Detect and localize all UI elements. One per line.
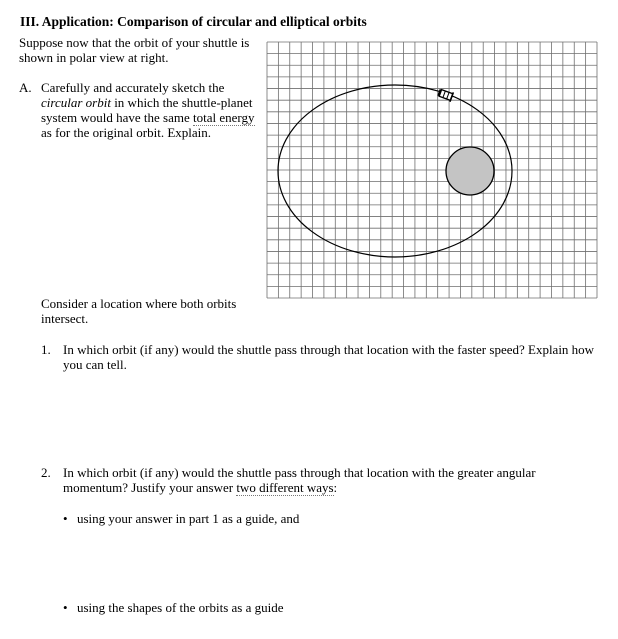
question-2-number: 2. bbox=[41, 465, 51, 480]
question-2-text-before: In which orbit (if any) would the shuttle pass through that location with the greater angular momentum? Justify your answer bbox=[63, 465, 536, 495]
bullet-item-1 bbox=[63, 511, 299, 526]
question-2-text-after: : bbox=[333, 480, 338, 495]
two-different-ways-underlined: two different ways bbox=[236, 480, 334, 495]
shuttle-icon bbox=[438, 88, 454, 102]
part-a-text-after: as for the original orbit. Explain. bbox=[41, 125, 212, 140]
bullet-item-1-text: using your answer in part 1 as a guide, and bbox=[77, 511, 300, 526]
part-a-text-middle: in which the shuttle-planet system would have the same bbox=[41, 95, 253, 125]
question-1-text: In which orbit (if any) would the shuttle pass through that location with the faster speed? Explain how you can tell. bbox=[63, 342, 595, 372]
planet bbox=[446, 147, 494, 195]
bullet-icon: • bbox=[63, 511, 68, 526]
total-energy-underlined: total energy bbox=[193, 110, 255, 125]
part-a-text-before: Carefully and accurately sketch the bbox=[41, 80, 225, 95]
grid-paper bbox=[267, 42, 597, 298]
intro-text: Suppose now that the orbit of your shuttle is shown in polar view at right. bbox=[19, 35, 250, 65]
bullet-item-2-text: using the shapes of the orbits as a guide bbox=[77, 600, 284, 615]
bullet-item-2 bbox=[63, 600, 284, 615]
consider-text: Consider a location where both orbits intersect. bbox=[41, 296, 237, 326]
part-a-text bbox=[41, 80, 256, 140]
bullet-icon: • bbox=[63, 600, 68, 615]
question-2-text bbox=[63, 465, 603, 495]
part-a-label: A. bbox=[19, 80, 32, 95]
section-heading: III. Application: Comparison of circular and elliptical orbits bbox=[20, 14, 367, 29]
orbit-diagram bbox=[265, 40, 601, 302]
circular-orbit-emphasis: circular orbit bbox=[41, 95, 111, 110]
question-1-number: 1. bbox=[41, 342, 51, 357]
